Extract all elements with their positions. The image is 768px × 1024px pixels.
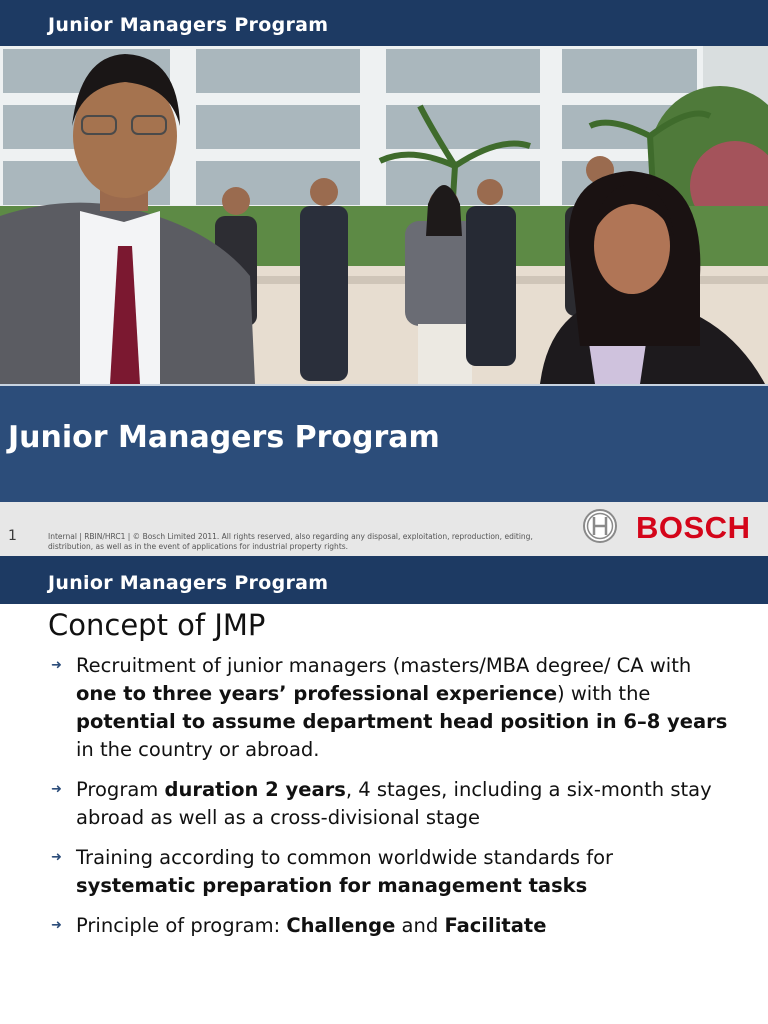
arrow-bullet-icon: ➜	[51, 658, 62, 673]
hero-photo	[0, 46, 768, 384]
legal-notice: Internal | RBIN/HRC1 | © Bosch Limited 2011. All rights reserved, also regarding any disposal, exploitation, reproduction, editing, distribution, as well as in the event of applications for industrial property rights.	[48, 532, 533, 551]
bullet-item: ➜ Recruitment of junior managers (masters/MBA degree/ CA with one to three years’ professional experience) with the potential to assume department head position in 6–8 years in the country or abroad.	[51, 654, 728, 761]
arrow-bullet-icon: ➜	[51, 782, 62, 797]
title-band	[0, 384, 768, 502]
section-title: Concept of JMP	[48, 608, 266, 642]
group-photo-illustration	[0, 46, 768, 384]
bosch-armature-logo-icon	[582, 508, 618, 544]
bullet-item: ➜ Training according to common worldwide standards for systematic preparation for management tasks	[51, 846, 614, 897]
bullet-list	[48, 652, 728, 952]
header-bar	[0, 556, 768, 604]
page-number: 1	[8, 528, 17, 544]
bullet-item: ➜ Principle of program: Challenge and Facilitate	[48, 912, 728, 940]
title-divider	[0, 384, 768, 386]
bosch-logo: BOSCH	[636, 510, 751, 545]
arrow-bullet-icon: ➜	[51, 850, 62, 865]
slide-title: Junior Managers Program	[8, 420, 440, 455]
arrow-bullet-icon: ➜	[51, 918, 62, 933]
header-title: Junior Managers Program	[48, 572, 329, 594]
slide-2	[0, 556, 768, 1024]
header-title: Junior Managers Program	[48, 14, 329, 36]
slide-footer	[0, 502, 768, 556]
header-bar	[0, 0, 768, 46]
bullet-item: ➜ Program duration 2 years, 4 stages, including a six-month stay abroad as well as a cross-divisional stage	[51, 778, 712, 829]
